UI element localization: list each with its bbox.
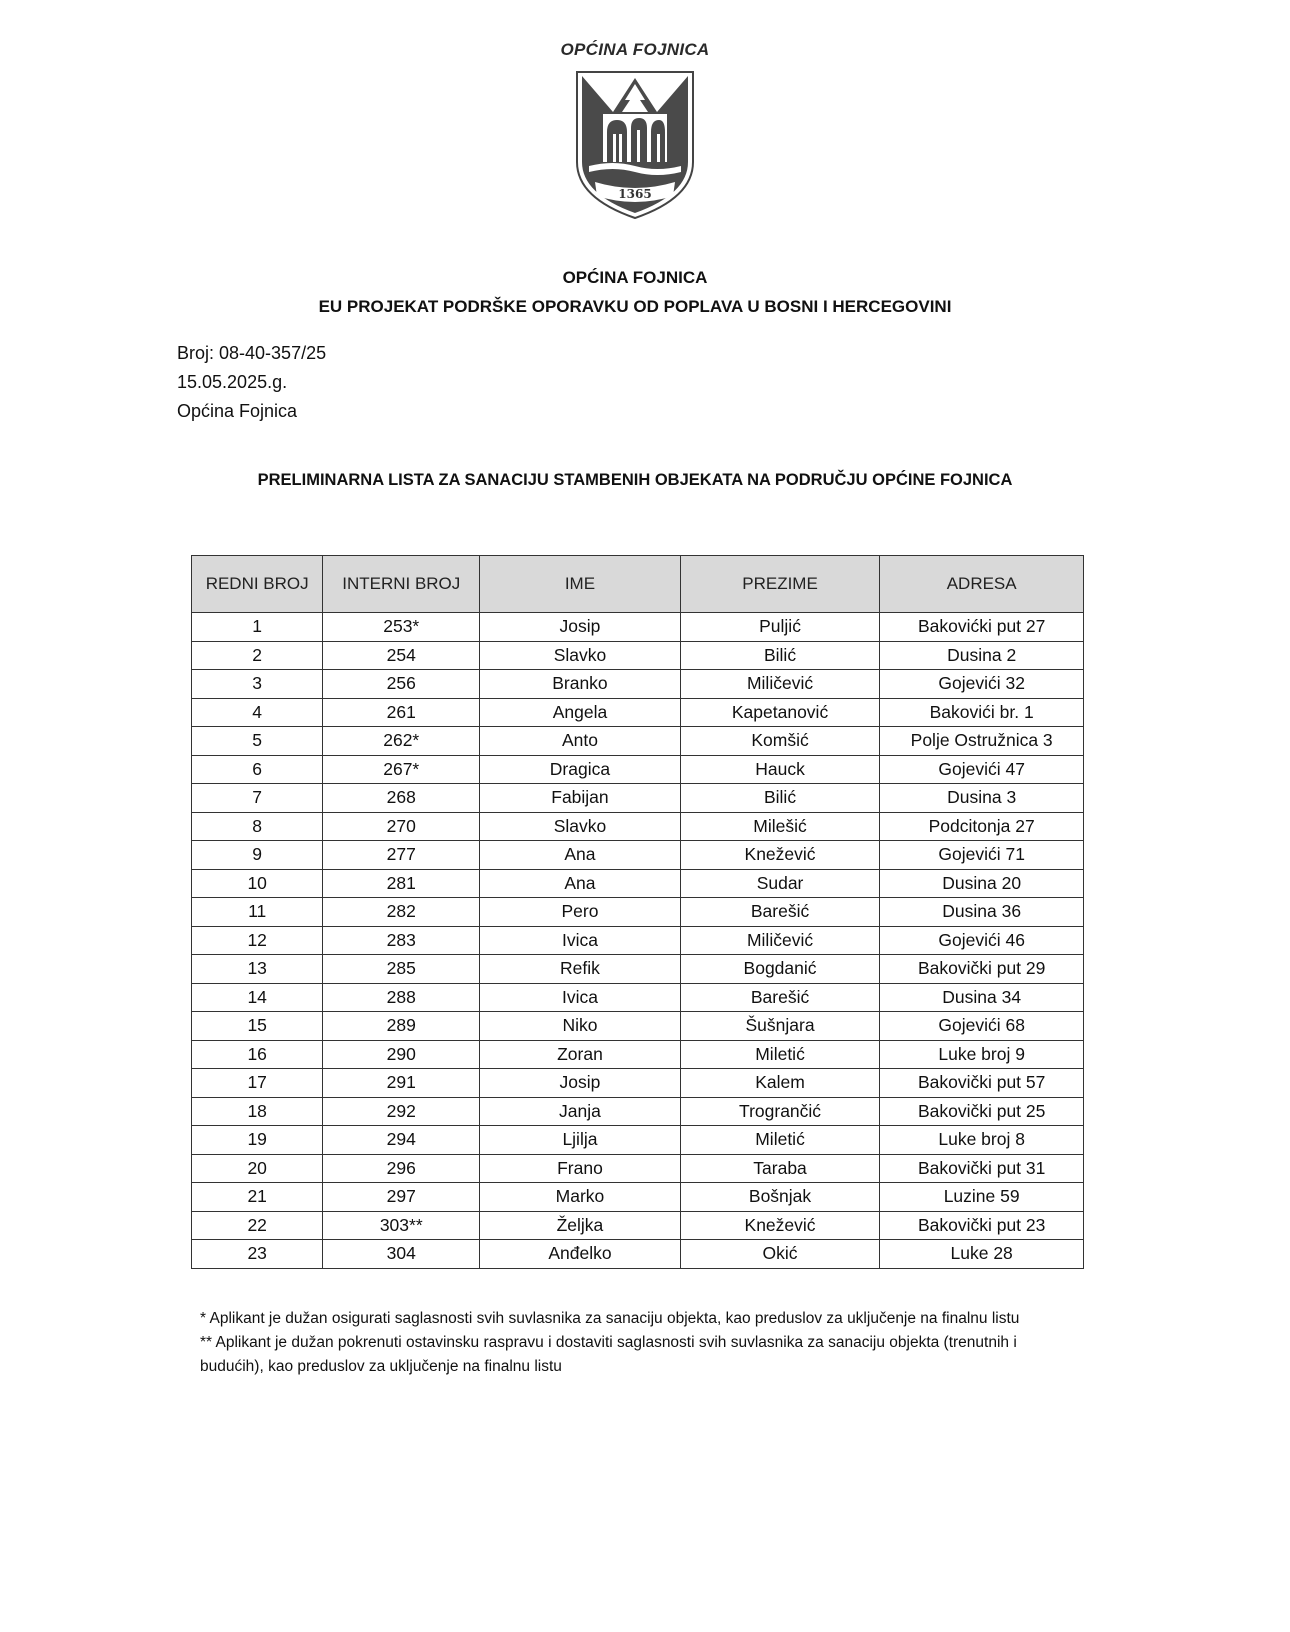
table-cell: 5 <box>192 727 323 756</box>
table-cell: 254 <box>323 641 480 670</box>
table-cell: 14 <box>192 983 323 1012</box>
table-cell: 268 <box>323 784 480 813</box>
table-cell: Bakovički put 31 <box>880 1154 1084 1183</box>
table-cell: Dusina 20 <box>880 869 1084 898</box>
table-row <box>192 1097 1084 1126</box>
table-cell: 16 <box>192 1040 323 1069</box>
table-cell: 303** <box>323 1211 480 1240</box>
footnotes <box>200 1307 1080 1379</box>
table-cell: Bilić <box>680 784 880 813</box>
table-cell: 288 <box>323 983 480 1012</box>
table-row <box>192 812 1084 841</box>
table-cell: Bakovićki put 27 <box>880 613 1084 642</box>
table-cell: Bakovički put 57 <box>880 1069 1084 1098</box>
table-cell: Luke broj 8 <box>880 1126 1084 1155</box>
table-cell: Trogrančić <box>680 1097 880 1126</box>
table-cell: Dragica <box>480 755 681 784</box>
table-cell: 296 <box>323 1154 480 1183</box>
table-cell: 17 <box>192 1069 323 1098</box>
table-cell: Dusina 36 <box>880 898 1084 927</box>
table-cell: 270 <box>323 812 480 841</box>
table-cell: Komšić <box>680 727 880 756</box>
table-cell: Barešić <box>680 983 880 1012</box>
table-cell: 4 <box>192 698 323 727</box>
table-cell: Bakovički put 29 <box>880 955 1084 984</box>
table-cell: Bakovički put 23 <box>880 1211 1084 1240</box>
table-cell: Slavko <box>480 641 681 670</box>
table-cell: 291 <box>323 1069 480 1098</box>
table-cell: Okić <box>680 1240 880 1269</box>
beneficiary-table <box>191 555 1084 1269</box>
table-row <box>192 727 1084 756</box>
table-cell: Kapetanović <box>680 698 880 727</box>
table-cell: 21 <box>192 1183 323 1212</box>
table-row <box>192 869 1084 898</box>
table-cell: Luke 28 <box>880 1240 1084 1269</box>
table-cell: Ivica <box>480 983 681 1012</box>
table-cell: Ana <box>480 869 681 898</box>
table-cell: Frano <box>480 1154 681 1183</box>
table-cell: Miličević <box>680 670 880 699</box>
table-row <box>192 1211 1084 1240</box>
table-cell: 18 <box>192 1097 323 1126</box>
table-cell: 253* <box>323 613 480 642</box>
table-cell: 3 <box>192 670 323 699</box>
table-cell: 1 <box>192 613 323 642</box>
table-cell: Dusina 2 <box>880 641 1084 670</box>
table-cell: Milešić <box>680 812 880 841</box>
table-row <box>192 898 1084 927</box>
municipality-crest <box>573 70 697 222</box>
table-cell: 261 <box>323 698 480 727</box>
table-cell: 289 <box>323 1012 480 1041</box>
table-cell: Bošnjak <box>680 1183 880 1212</box>
table-cell: Miletić <box>680 1040 880 1069</box>
table-row <box>192 1154 1084 1183</box>
svg-text:1365: 1365 <box>618 187 652 201</box>
table-cell: Marko <box>480 1183 681 1212</box>
table-cell: Puljić <box>680 613 880 642</box>
table-row <box>192 841 1084 870</box>
table-cell: 304 <box>323 1240 480 1269</box>
table-row <box>192 613 1084 642</box>
table-cell: Hauck <box>680 755 880 784</box>
table-cell: Miličević <box>680 926 880 955</box>
table-cell: Bogdanić <box>680 955 880 984</box>
column-header: PREZIME <box>680 556 880 613</box>
table-cell: Polje Ostružnica 3 <box>880 727 1084 756</box>
table-cell: 12 <box>192 926 323 955</box>
table-cell: 290 <box>323 1040 480 1069</box>
table-cell: Knežević <box>680 841 880 870</box>
table-header-row <box>192 556 1084 613</box>
table-cell: Sudar <box>680 869 880 898</box>
table-row <box>192 1183 1084 1212</box>
table-cell: Željka <box>480 1211 681 1240</box>
table-cell: 20 <box>192 1154 323 1183</box>
table-cell: Zoran <box>480 1040 681 1069</box>
document-date: 15.05.2025.g. <box>177 372 288 392</box>
table-row <box>192 1069 1084 1098</box>
table-cell: 22 <box>192 1211 323 1240</box>
table-cell: 19 <box>192 1126 323 1155</box>
table-row <box>192 1126 1084 1155</box>
table-cell: Podcitonja 27 <box>880 812 1084 841</box>
table-cell: 294 <box>323 1126 480 1155</box>
table-row <box>192 1040 1084 1069</box>
table-cell: 281 <box>323 869 480 898</box>
table-cell: 285 <box>323 955 480 984</box>
table-cell: 13 <box>192 955 323 984</box>
table-row <box>192 955 1084 984</box>
table-cell: Ljilja <box>480 1126 681 1155</box>
table-cell: 6 <box>192 755 323 784</box>
table-cell: 7 <box>192 784 323 813</box>
project-heading: EU PROJEKAT PODRŠKE OPORAVKU OD POPLAVA U BOSNI I HERCEGOVINI <box>318 297 952 316</box>
table-row <box>192 698 1084 727</box>
table-cell: Josip <box>480 1069 681 1098</box>
crest-title: OPĆINA FOJNICA <box>560 40 710 59</box>
fountain-crest-icon <box>573 70 697 222</box>
table-cell: Anđelko <box>480 1240 681 1269</box>
table-body <box>192 613 1084 1269</box>
table-cell: 283 <box>323 926 480 955</box>
table-cell: 267* <box>323 755 480 784</box>
table-cell: 9 <box>192 841 323 870</box>
table-cell: Dusina 3 <box>880 784 1084 813</box>
table-cell: Luzine 59 <box>880 1183 1084 1212</box>
table-cell: Šušnjara <box>680 1012 880 1041</box>
table-cell: 23 <box>192 1240 323 1269</box>
table-cell: 2 <box>192 641 323 670</box>
column-header: REDNI BROJ <box>192 556 323 613</box>
table-cell: Knežević <box>680 1211 880 1240</box>
table-row <box>192 1240 1084 1269</box>
table-row <box>192 784 1084 813</box>
table-cell: Gojevići 47 <box>880 755 1084 784</box>
table-cell: Janja <box>480 1097 681 1126</box>
table-cell: 262* <box>323 727 480 756</box>
table-row <box>192 983 1084 1012</box>
table-cell: Niko <box>480 1012 681 1041</box>
table-row <box>192 755 1084 784</box>
table-cell: Slavko <box>480 812 681 841</box>
list-title: PRELIMINARNA LISTA ZA SANACIJU STAMBENIH OBJEKATA NA PODRUČJU OPĆINE FOJNICA <box>257 471 1013 489</box>
table-cell: 11 <box>192 898 323 927</box>
table-cell: Bakovići br. 1 <box>880 698 1084 727</box>
table-cell: Pero <box>480 898 681 927</box>
column-header: IME <box>480 556 681 613</box>
table-cell: Barešić <box>680 898 880 927</box>
table-cell: Taraba <box>680 1154 880 1183</box>
table-cell: 297 <box>323 1183 480 1212</box>
table-cell: Miletić <box>680 1126 880 1155</box>
table-cell: Ivica <box>480 926 681 955</box>
table-cell: Ana <box>480 841 681 870</box>
table-cell: Bakovički put 25 <box>880 1097 1084 1126</box>
table-cell: 8 <box>192 812 323 841</box>
table-cell: 256 <box>323 670 480 699</box>
table-row <box>192 670 1084 699</box>
table-cell: 277 <box>323 841 480 870</box>
table-cell: Dusina 34 <box>880 983 1084 1012</box>
table-cell: 282 <box>323 898 480 927</box>
table-row <box>192 1012 1084 1041</box>
document-place: Općina Fojnica <box>177 401 298 421</box>
table-cell: Kalem <box>680 1069 880 1098</box>
table-cell: Refik <box>480 955 681 984</box>
table-cell: Gojevići 46 <box>880 926 1084 955</box>
table-cell: 292 <box>323 1097 480 1126</box>
table-cell: Bilić <box>680 641 880 670</box>
table-cell: Anto <box>480 727 681 756</box>
table-row <box>192 926 1084 955</box>
column-header: INTERNI BROJ <box>323 556 480 613</box>
table-cell: Angela <box>480 698 681 727</box>
table-cell: Gojevići 32 <box>880 670 1084 699</box>
table-cell: Gojevići 71 <box>880 841 1084 870</box>
table-cell: 15 <box>192 1012 323 1041</box>
table-cell: Luke broj 9 <box>880 1040 1084 1069</box>
reference-number: Broj: 08-40-357/25 <box>177 343 327 363</box>
document-heading: OPĆINA FOJNICA <box>562 268 708 287</box>
table-cell: Branko <box>480 670 681 699</box>
table-cell: Josip <box>480 613 681 642</box>
table-cell: Fabijan <box>480 784 681 813</box>
column-header: ADRESA <box>880 556 1084 613</box>
table-cell: 10 <box>192 869 323 898</box>
footnote-double-asterisk: ** Aplikant je dužan pokrenuti ostavinsku raspravu i dostaviti saglasnosti svih suvlasnika za sanaciju objekta (trenutnih i budućih), kao preduslov za uključenje na finalnu listu <box>200 1334 1017 1375</box>
footnote-single-asterisk: * Aplikant je dužan osigurati saglasnosti svih suvlasnika za sanaciju objekta, kao preduslov za uključenje na finalnu listu <box>200 1310 1020 1327</box>
table-row <box>192 641 1084 670</box>
table-cell: Gojevići 68 <box>880 1012 1084 1041</box>
